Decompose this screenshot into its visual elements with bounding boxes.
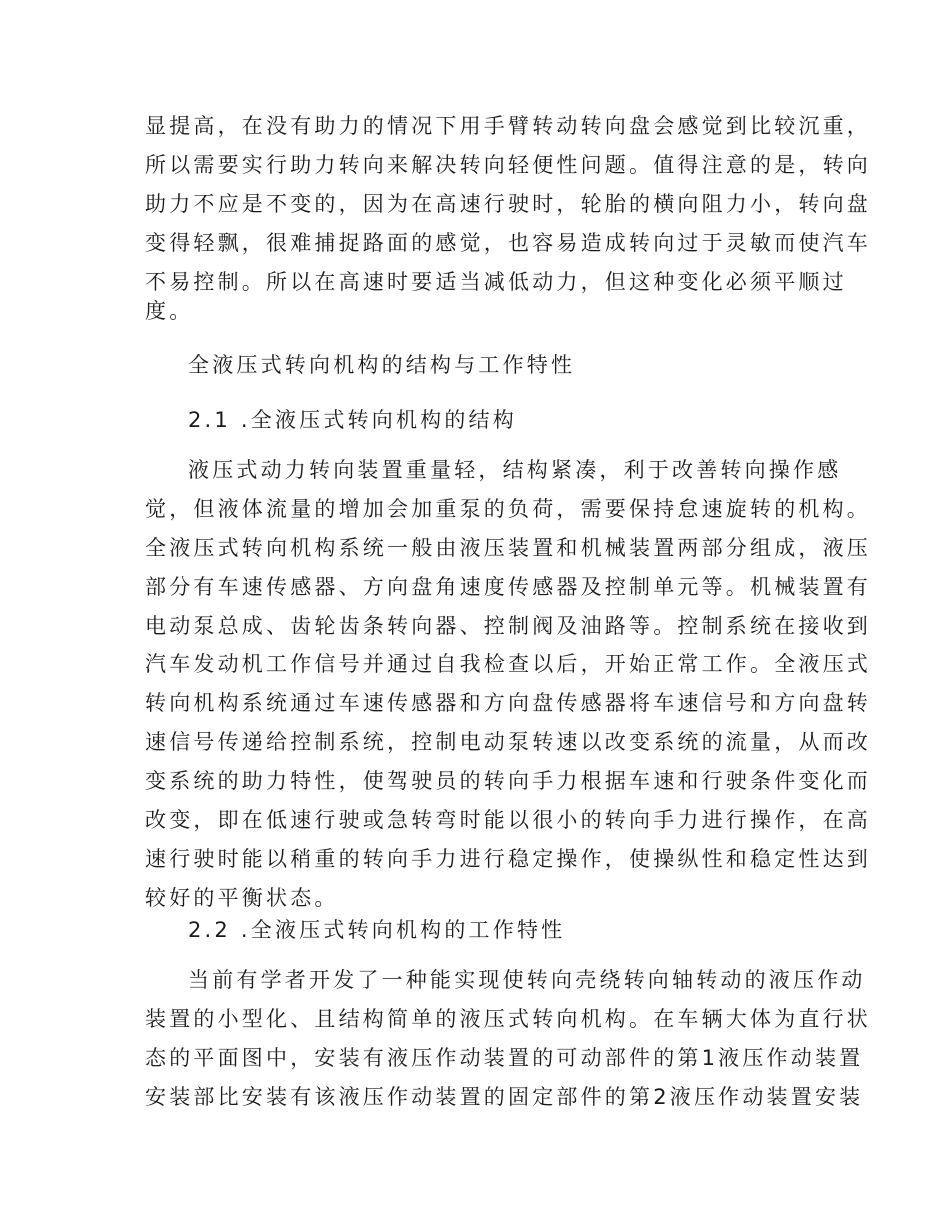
text-line: 电动泵总成、齿轮齿条转向器、控制阀及油路等。控制系统在接收到 [145, 614, 871, 638]
subsection-heading-2-1: 2.1 .全液压式转向机构的结构 [188, 408, 517, 432]
text-line: 所以需要实行助力转向来解决转向轻便性问题。值得注意的是，转向 [145, 153, 871, 177]
text-line: 度。 [145, 299, 194, 323]
text-line: 显提高，在没有助力的情况下用手臂转动转向盘会感觉到比较沉重， [145, 114, 871, 138]
text-line: 变系统的助力特性，使驾驶员的转向手力根据车速和行驶条件变化而 [145, 769, 871, 793]
text-line: 变得轻飘，很难捕捉路面的感觉，也容易造成转向过于灵敏而使汽车 [145, 231, 871, 255]
text-line: 较好的平衡状态。 [145, 886, 339, 910]
text-line: 安装部比安装有该液压作动装置的固定部件的第2液压作动装置安装 [145, 1085, 864, 1109]
text-line: 部分有车速传感器、方向盘角速度传感器及控制单元等。机械装置有 [145, 575, 871, 599]
text-line: 改变，即在低速行驶或急转弯时能以很小的转向手力进行操作，在高 [145, 808, 871, 832]
subsection-heading-2-2: 2.2 .全液压式转向机构的工作特性 [188, 918, 566, 942]
text-line: 速行驶时能以稍重的转向手力进行稳定操作，使操纵性和稳定性达到 [145, 847, 871, 871]
section-heading: 全液压式转向机构的结构与工作特性 [188, 353, 576, 377]
text-line: 态的平面图中，安装有液压作动装置的可动部件的第1液压作动装置 [145, 1046, 864, 1070]
text-line: 全液压式转向机构系统一般由液压装置和机械装置两部分组成，液压 [145, 536, 871, 560]
text-line: 装置的小型化、且结构简单的液压式转向机构。在车辆大体为直行状 [145, 1007, 871, 1031]
text-line: 速信号传递给控制系统，控制电动泵转速以改变系统的流量，从而改 [145, 730, 871, 754]
text-line: 不易控制。所以在高速时要适当减低动力，但这种变化必须平顺过 [145, 270, 847, 294]
text-line: 汽车发动机工作信号并通过自我检查以后，开始正常工作。全液压式 [145, 652, 871, 676]
text-line: 液压式动力转向装置重量轻，结构紧凑，利于改善转向操作感 [188, 458, 842, 482]
text-line: 当前有学者开发了一种能实现使转向壳绕转向轴转动的液压作动 [188, 968, 866, 992]
text-line: 转向机构系统通过车速传感器和方向盘传感器将车速信号和方向盘转 [145, 691, 871, 715]
text-line: 助力不应是不变的，因为在高速行驶时，轮胎的横向阻力小，转向盘 [145, 192, 871, 216]
text-line: 觉，但液体流量的增加会加重泵的负荷，需要保持怠速旋转的机构。 [145, 497, 871, 521]
